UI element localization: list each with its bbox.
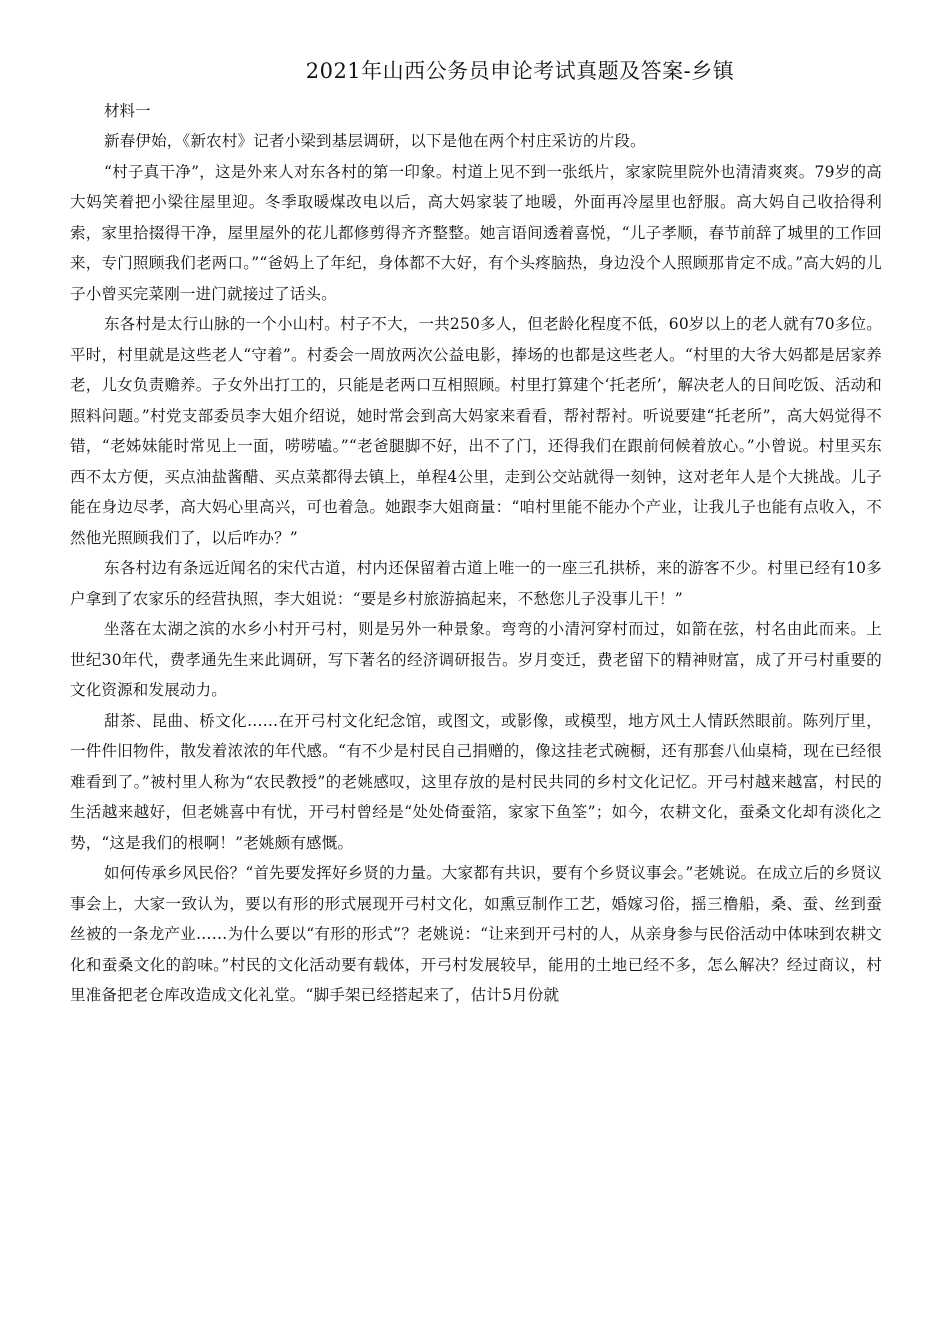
paragraph: 甜茶、昆曲、桥文化……在开弓村文化纪念馆，或图文，或影像，或模型，地方风土人情跃然眼前。陈列厅里，一件件旧物件，散发着浓浓的年代感。“有不少是村民自己捐赠的，像这挂老式碗橱，还有那套八仙桌椅，现在已经很难看到了。”被村里人称为“农民教授”的老姚感叹，这里存放的是村民共同的乡村文化记忆。开弓村越来越富，村民的生活越来越好，但老姚喜中有忧，开弓村曾经是“处处倚蚕箔，家家下鱼筌”；如今，农耕文化，蚕桑文化却有淡化之势，“这是我们的根啊！”老姚颇有感慨。 xyxy=(70,711,882,852)
section-label: 材料一 xyxy=(104,102,151,120)
document-title: 2021年山西公务员申论考试真题及答案-乡镇 xyxy=(305,59,735,83)
paragraph: 东各村边有条远近闻名的宋代古道，村内还保留着古道上唯一的一座三孔拱桥，来的游客不少。村里已经有10多户拿到了农家乐的经营执照，李大姐说：“要是乡村旅游搞起来，不愁您儿子没事儿干！” xyxy=(70,559,882,608)
paragraph: 如何传承乡风民俗？“首先要发挥好乡贤的力量。大家都有共识，要有个乡贤议事会。”老姚说。在成立后的乡贤议事会上，大家一致认为，要以有形的形式展现开弓村文化，如熏豆制作工艺，婚嫁习俗，摇三橹船，桑、蚕、丝到蚕丝被的一条龙产业……为什么要以“有形的形式”？老姚说：“让来到开弓村的人，从亲身参与民俗活动中体味到农耕文化和蚕桑文化的韵味。”村民的文化活动要有载体，开弓村发展较早，能用的土地已经不多，怎么解决？经过商议，村里准备把老仓库改造成文化礼堂。“脚手架已经搭起来了，估计5月份就 xyxy=(70,864,882,1004)
paragraph: 坐落在太湖之滨的水乡小村开弓村，则是另外一种景象。弯弯的小清河穿村而过，如箭在弦，村名由此而来。上世纪30年代，费孝通先生来此调研，写下著名的经济调研报告。岁月变迁，费老留下的精神财富，成了开弓村重要的文化资源和发展动力。 xyxy=(70,620,882,699)
paragraph: 东各村是太行山脉的一个小山村。村子不大，一共250多人，但老龄化程度不低，60岁以上的老人就有70多位。平时，村里就是这些老人“守着”。村委会一周放两次公益电影，捧场的也都是这些老人。“村里的大爷大妈都是居家养老，儿女负责赡养。子女外出打工的，只能是老两口互相照顾。村里打算建个‘托老所’，解决老人的日间吃饭、活动和照料问题。”村党支部委员李大姐介绍说，她时常会到高大妈家来看看，帮衬帮衬。听说要建“托老所”，高大妈觉得不错，“老姊妹能时常见上一面，唠唠嗑。”“老爸腿脚不好，出不了门，还得我们在跟前伺候着放心。”小曾说。村里买东西不太方便，买点油盐酱醋、买点菜都得去镇上，单程4公里，走到公交站就得一刻钟，这对老年人是个大挑战。儿子能在身边尽孝，高大妈心里高兴，可也着急。她跟李大姐商量：“咱村里能不能办个产业，让我儿子也能有点收入，不然他光照顾我们了，以后咋办？” xyxy=(70,315,882,547)
document-body xyxy=(70,96,882,1011)
paragraph: 新春伊始，《新农村》记者小梁到基层调研，以下是他在两个村庄采访的片段。 xyxy=(104,132,646,150)
paragraph: “村子真干净”，这是外来人对东各村的第一印象。村道上见不到一张纸片，家家院里院外也清清爽爽。79岁的高大妈笑着把小梁往屋里迎。冬季取暖煤改电以后，高大妈家装了地暖，外面再冷屋里也舒服。高大妈自己收拾得利索，家里拾掇得干净，屋里屋外的花儿都修剪得齐齐整整。她言语间透着喜悦，“儿子孝顺，春节前辞了城里的工作回来，专门照顾我们老两口。”“爸妈上了年纪，身体都不大好，有个头疼脑热，身边没个人照顾那肯定不成。”高大妈的儿子小曾买完菜刚一进门就接过了话头。 xyxy=(70,162,882,303)
